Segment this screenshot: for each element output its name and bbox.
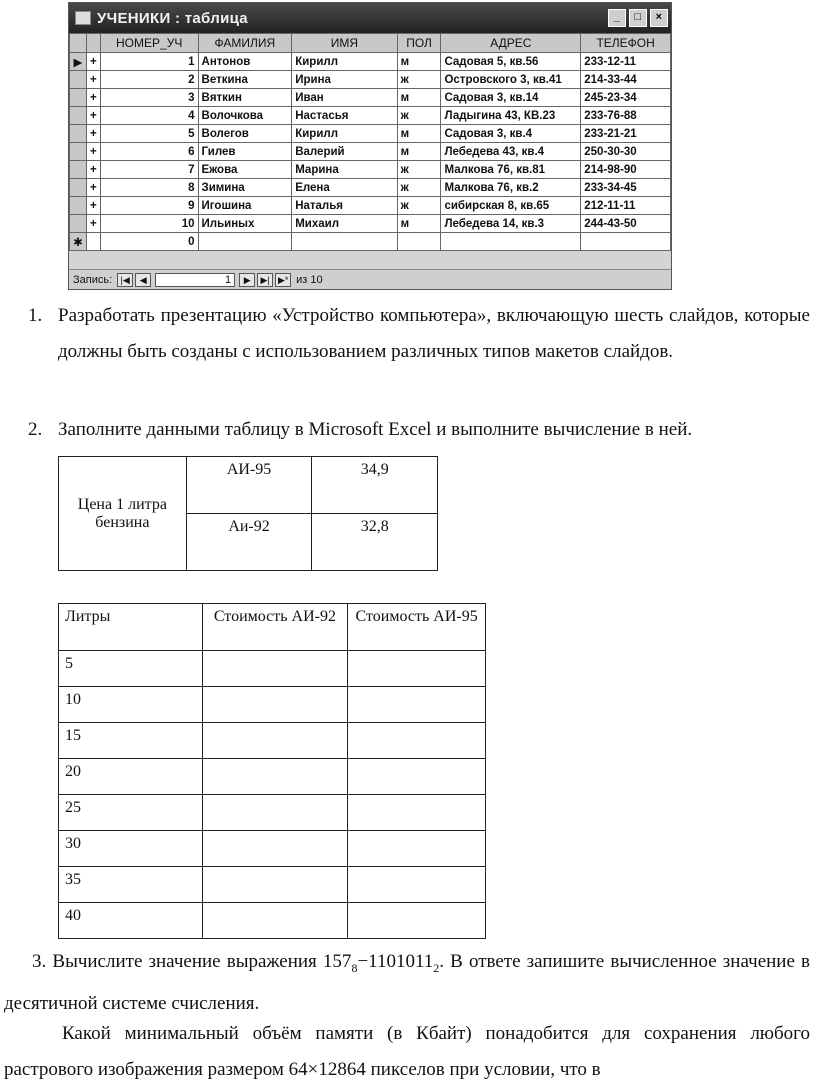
cell-addr[interactable]: Садовая 3, кв.4 [441,125,581,143]
task-number: 2. [28,419,43,440]
liters-value: 20 [59,759,203,795]
cell-num[interactable]: 5 [100,125,198,143]
cost-table-header [59,604,486,651]
cost-95-cell[interactable] [348,723,486,759]
expand-plus-icon[interactable]: + [86,71,100,89]
cell-first[interactable]: Марина [292,161,397,179]
task-4 [4,1016,810,1088]
grid-header-row [70,34,671,53]
table-row[interactable] [70,107,671,125]
table-row[interactable] [70,197,671,215]
column-header[interactable]: ИМЯ [292,34,397,53]
column-header[interactable]: ФАМИЛИЯ [198,34,292,53]
cost-92-cell[interactable] [202,867,348,903]
cost-92-cell[interactable] [202,687,348,723]
liters-value: 30 [59,831,203,867]
cell-num[interactable]: 3 [100,89,198,107]
cost-95-cell[interactable] [348,759,486,795]
cost-92-cell[interactable] [202,831,348,867]
cost-row [59,651,486,687]
cell-num[interactable]: 2 [100,71,198,89]
cost-95-cell[interactable] [348,651,486,687]
liters-value: 5 [59,651,203,687]
cell-last[interactable]: Волегов [198,125,292,143]
cost-row [59,687,486,723]
task-number: 3. [32,951,47,972]
cell-num[interactable]: 1 [100,53,198,71]
cell-phone[interactable]: 233-34-45 [581,179,671,197]
table-row[interactable] [70,89,671,107]
table-row[interactable] [70,125,671,143]
cell-first[interactable]: Елена [292,179,397,197]
fuel-price-table [58,456,438,571]
cell-num[interactable]: 6 [100,143,198,161]
header-liters: Литры [59,604,203,651]
cell-sex[interactable]: ж [397,197,441,215]
column-header[interactable]: НОМЕР_УЧ [100,34,198,53]
task-2 [28,412,810,448]
cost-95-cell[interactable] [348,795,486,831]
window-title: УЧЕНИКИ : таблица [97,9,248,27]
close-button[interactable]: × [650,9,668,27]
liters-value: 35 [59,867,203,903]
fuel-name: АИ-95 [186,457,312,514]
table-row[interactable] [70,161,671,179]
expand-plus-icon[interactable]: + [86,179,100,197]
row-selector[interactable] [70,107,87,125]
expand-plus-icon[interactable]: + [86,215,100,233]
cell-sex[interactable]: ж [397,179,441,197]
cost-92-cell[interactable] [202,723,348,759]
row-selector[interactable] [70,179,87,197]
cell-phone[interactable]: 250-30-30 [581,143,671,161]
task-text-post: . В ответе запишите вычисленное значение в десятичной системе счисления. [4,951,811,1014]
cell-phone[interactable]: 233-21-21 [581,125,671,143]
cell-num[interactable]: 0 [100,233,198,251]
cell-first[interactable]: Настасья [292,107,397,125]
students-table-window [68,2,672,290]
row-selector[interactable] [70,143,87,161]
column-header[interactable]: АДРЕС [441,34,581,53]
cell-last[interactable]: Антонов [198,53,292,71]
task-number: 1. [28,305,43,326]
record-number-input[interactable]: 1 [155,273,235,287]
task-text: Заполните данными таблицу в Microsoft Excel и выполните вычисление в ней. [58,419,693,440]
cost-row [59,831,486,867]
task-text-mid: −1101011 [357,951,434,972]
price-label: Цена 1 литра бензина [59,457,187,571]
next-record-button[interactable]: ▶ [239,273,255,287]
liters-value: 25 [59,795,203,831]
header-cost-92: Стоимость АИ-92 [202,604,348,651]
fuel-price: 34,9 [312,457,438,514]
cell-first[interactable]: Валерий [292,143,397,161]
table-row[interactable] [70,53,671,71]
cell-addr[interactable]: Малкова 76, кв.2 [441,179,581,197]
cell-sex[interactable]: м [397,53,441,71]
new-record-row[interactable] [70,233,671,251]
cell-last[interactable]: Ежова [198,161,292,179]
last-record-button[interactable]: ▶| [257,273,273,287]
cost-92-cell[interactable] [202,759,348,795]
cell-first[interactable]: Наталья [292,197,397,215]
new-row-selector[interactable]: ✱ [70,233,87,251]
cell-last[interactable]: Волочкова [198,107,292,125]
expand-plus-icon[interactable]: + [86,89,100,107]
fuel-name: Аи-92 [186,514,312,571]
cell-num[interactable]: 7 [100,161,198,179]
record-label: Запись: [73,273,113,286]
cost-92-cell[interactable] [202,651,348,687]
cell-addr[interactable]: Ладыгина 43, КВ.23 [441,107,581,125]
row-selector[interactable] [70,161,87,179]
cell-last[interactable]: Веткина [198,71,292,89]
prev-record-button[interactable]: ◀ [135,273,151,287]
table-row[interactable] [70,71,671,89]
cell-addr[interactable]: Садовая 5, кв.56 [441,53,581,71]
table-icon [75,11,91,25]
cell-sex[interactable]: м [397,143,441,161]
row-selector[interactable] [70,125,87,143]
cell-phone[interactable]: 244-43-50 [581,215,671,233]
cell-phone[interactable]: 233-76-88 [581,107,671,125]
cell-num[interactable]: 8 [100,179,198,197]
task-1 [28,298,810,370]
cell-sex[interactable]: м [397,125,441,143]
window-titlebar [69,3,671,33]
cell-first[interactable]: Михаил [292,215,397,233]
cell-phone[interactable]: 233-12-11 [581,53,671,71]
row-selector[interactable] [70,197,87,215]
cost-row [59,723,486,759]
new-record-button[interactable]: ▶* [275,273,291,287]
cell-first[interactable]: Кирилл [292,53,397,71]
cell-first[interactable]: Иван [292,89,397,107]
cell-num[interactable]: 4 [100,107,198,125]
cell-sex[interactable]: м [397,89,441,107]
expand-plus-icon[interactable]: + [86,125,100,143]
cost-95-cell[interactable] [348,867,486,903]
cell-num[interactable]: 9 [100,197,198,215]
task-3 [4,944,810,1022]
cost-95-cell[interactable] [348,903,486,939]
cell-first[interactable]: Кирилл [292,125,397,143]
record-navigation [69,269,671,289]
table-row[interactable] [70,143,671,161]
liters-value: 15 [59,723,203,759]
task-text: Разработать презентацию «Устройство компьютера», включающую шесть слайдов, которые должны быть созданы с использованием различных типов макетов слайдов. [58,305,810,362]
base-8-subscript: 8 [351,960,358,975]
cost-92-cell[interactable] [202,903,348,939]
cost-row [59,759,486,795]
header-cost-95: Стоимость АИ-95 [348,604,486,651]
expand-plus-icon[interactable]: + [86,161,100,179]
base-2-subscript: 2 [433,960,440,975]
record-count: из 10 [296,273,323,286]
cost-95-cell[interactable] [348,831,486,867]
cost-row [59,903,486,939]
cell-sex[interactable]: м [397,215,441,233]
cell-first[interactable]: Ирина [292,71,397,89]
cell-phone[interactable]: 245-23-34 [581,89,671,107]
row-selector[interactable] [70,89,87,107]
cell-addr[interactable]: Островского 3, кв.41 [441,71,581,89]
row-selector[interactable] [70,215,87,233]
first-record-button[interactable]: |◀ [117,273,133,287]
cell-addr[interactable]: Лебедева 43, кв.4 [441,143,581,161]
cell-phone[interactable]: 214-33-44 [581,71,671,89]
expand-plus-icon[interactable]: + [86,107,100,125]
cost-95-cell[interactable] [348,687,486,723]
expand-plus-icon[interactable]: + [86,143,100,161]
cell-sex[interactable]: ж [397,161,441,179]
cell-addr[interactable]: Садовая 3, кв.14 [441,89,581,107]
cost-92-cell[interactable] [202,795,348,831]
cell-sex[interactable]: ж [397,71,441,89]
students-grid [69,33,671,251]
select-all-corner[interactable] [70,34,87,53]
maximize-button[interactable]: □ [629,9,647,27]
expand-plus-icon[interactable]: + [86,53,100,71]
cell-addr[interactable]: Малкова 76, кв.81 [441,161,581,179]
cost-row [59,795,486,831]
row-selector[interactable]: ▶ [70,53,87,71]
minimize-button[interactable]: _ [608,9,626,27]
table-row[interactable] [70,179,671,197]
cell-last[interactable]: Вяткин [198,89,292,107]
task-text-pre: Вычислите значение выражения 157 [52,951,352,972]
row-selector[interactable] [70,71,87,89]
cell-sex[interactable]: ж [397,107,441,125]
cell-last[interactable]: Ильиных [198,215,292,233]
cell-num[interactable]: 10 [100,215,198,233]
liters-value: 10 [59,687,203,723]
column-header[interactable]: ПОЛ [397,34,441,53]
column-header[interactable]: ТЕЛЕФОН [581,34,671,53]
table-row[interactable] [70,215,671,233]
cell-last[interactable]: Гилев [198,143,292,161]
expand-plus-icon[interactable]: + [86,197,100,215]
cost-table [58,603,486,939]
expand-header [86,34,100,53]
cost-row [59,867,486,903]
liters-value: 40 [59,903,203,939]
cell-last[interactable]: Зимина [198,179,292,197]
fuel-price: 32,8 [312,514,438,571]
cell-phone[interactable]: 214-98-90 [581,161,671,179]
cell-phone[interactable]: 212-11-11 [581,197,671,215]
cell-last[interactable]: Игошина [198,197,292,215]
task-text: Какой минимальный объём памяти (в Кбайт) понадобится для сохранения любого растрового изображения размером 64×12864 пикселов при условии, что в [4,1023,810,1080]
cell-addr[interactable]: Лебедева 14, кв.3 [441,215,581,233]
cell-addr[interactable]: сибирская 8, кв.65 [441,197,581,215]
